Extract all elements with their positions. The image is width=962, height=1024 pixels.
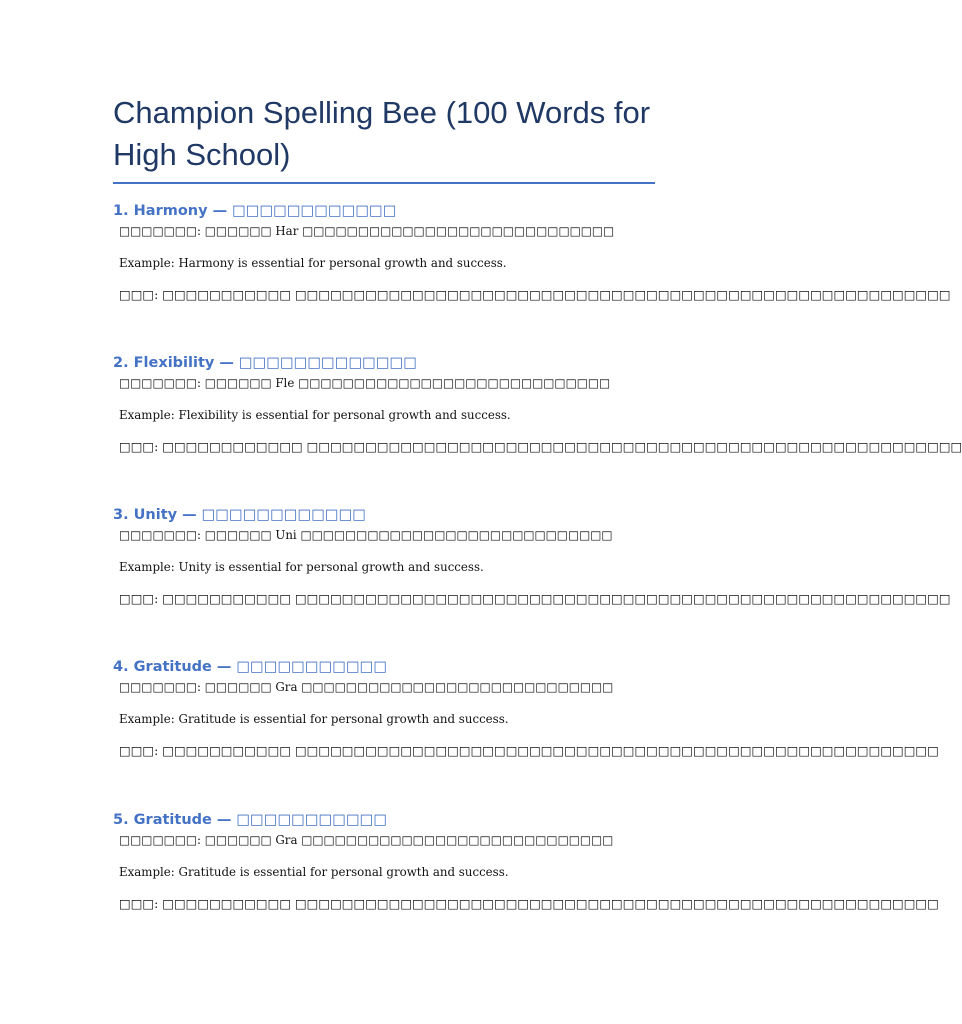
entry-dash: —	[219, 355, 234, 371]
meaning-label: □□□:	[119, 896, 159, 911]
entry-word: 2. Flexibility	[113, 355, 215, 371]
entry-heading	[113, 352, 673, 374]
meaning-text: □□□□□□□□□□□ □□□□□□□□□□□□□□□□□□□□□□□□□□□□□□□□□□□□□□□□□□□□□□□□□□□□□□□	[162, 896, 939, 911]
meaning-label: □□□:	[119, 439, 159, 454]
meaning-text: □□□□□□□□□□□ □□□□□□□□□□□□□□□□□□□□□□□□□□□□□□□□□□□□□□□□□□□□□□□□□□□□□□□□	[162, 287, 951, 302]
pronunciation-line	[113, 222, 673, 240]
pronunciation-hint: □□□□□□ Uni □□□□□□□□□□□□□□□□□□□□□□□□□□□□	[204, 528, 613, 542]
entry-thai-heading: □□□□□□□□□□□	[236, 812, 388, 828]
word-entry	[113, 656, 939, 760]
meaning-text: □□□□□□□□□□□ □□□□□□□□□□□□□□□□□□□□□□□□□□□□□□□□□□□□□□□□□□□□□□□□□□□□□□□□	[162, 591, 951, 606]
meaning-text: □□□□□□□□□□□□ □□□□□□□□□□□□□□□□□□□□□□□□□□□□□□□□□□□□□□□□□□□□□□□□□□□□□□□□	[162, 439, 962, 454]
entry-thai-heading: □□□□□□□□□□□□□	[238, 355, 417, 371]
entry-word: 1. Harmony	[113, 203, 208, 219]
word-entry	[113, 200, 951, 304]
pronunciation-line	[113, 678, 673, 696]
word-entry	[113, 352, 962, 456]
pronunciation-label: □□□□□□□:	[119, 224, 201, 238]
meaning-line	[113, 286, 951, 304]
meaning-text: □□□□□□□□□□□ □□□□□□□□□□□□□□□□□□□□□□□□□□□□□□□□□□□□□□□□□□□□□□□□□□□□□□□	[162, 743, 939, 758]
example-sentence: Example: Harmony is essential for personal growth and success.	[119, 256, 507, 270]
pronunciation-label: □□□□□□□:	[119, 833, 201, 847]
entry-heading	[113, 504, 673, 526]
pronunciation-label: □□□□□□□:	[119, 680, 201, 694]
pronunciation-hint: □□□□□□ Gra □□□□□□□□□□□□□□□□□□□□□□□□□□□□	[204, 833, 614, 847]
word-entry	[113, 809, 939, 913]
word-entry	[113, 504, 951, 608]
entry-word: 5. Gratitude	[113, 812, 212, 828]
entry-word: 3. Unity	[113, 507, 178, 523]
pronunciation-hint: □□□□□□ Har □□□□□□□□□□□□□□□□□□□□□□□□□□□□	[204, 224, 615, 238]
entry-heading	[113, 656, 673, 678]
document-page	[113, 92, 962, 911]
example-sentence: Example: Unity is essential for personal growth and success.	[119, 560, 484, 574]
pronunciation-line	[113, 831, 673, 849]
entry-dash: —	[212, 203, 228, 219]
entry-thai-heading: □□□□□□□□□□□□	[201, 507, 367, 523]
meaning-line	[113, 742, 939, 760]
entry-word: 4. Gratitude	[113, 659, 212, 675]
example-sentence: Example: Gratitude is essential for personal growth and success.	[119, 712, 509, 726]
pronunciation-hint: □□□□□□ Fle □□□□□□□□□□□□□□□□□□□□□□□□□□□□	[204, 376, 611, 390]
title-underline	[113, 182, 655, 184]
meaning-label: □□□:	[119, 591, 159, 606]
entry-thai-heading: □□□□□□□□□□□	[236, 659, 388, 675]
entry-thai-heading: □□□□□□□□□□□□	[232, 203, 397, 219]
pronunciation-line	[113, 374, 673, 392]
entry-heading	[113, 200, 673, 222]
meaning-label: □□□:	[119, 743, 159, 758]
meaning-label: □□□:	[119, 287, 159, 302]
entry-dash: —	[216, 812, 232, 828]
example-sentence: Example: Flexibility is essential for personal growth and success.	[119, 408, 511, 422]
entry-heading	[113, 809, 673, 831]
meaning-line	[113, 895, 939, 913]
page-title: Champion Spelling Bee (100 Words for High School)	[113, 95, 651, 172]
pronunciation-label: □□□□□□□:	[119, 528, 201, 542]
entry-dash: —	[216, 659, 232, 675]
entry-dash: —	[182, 507, 197, 523]
meaning-line	[113, 438, 962, 456]
example-sentence: Example: Gratitude is essential for personal growth and success.	[119, 865, 509, 879]
meaning-line	[113, 590, 951, 608]
pronunciation-hint: □□□□□□ Gra □□□□□□□□□□□□□□□□□□□□□□□□□□□□	[204, 680, 614, 694]
pronunciation-label: □□□□□□□:	[119, 376, 201, 390]
pronunciation-line	[113, 526, 673, 544]
